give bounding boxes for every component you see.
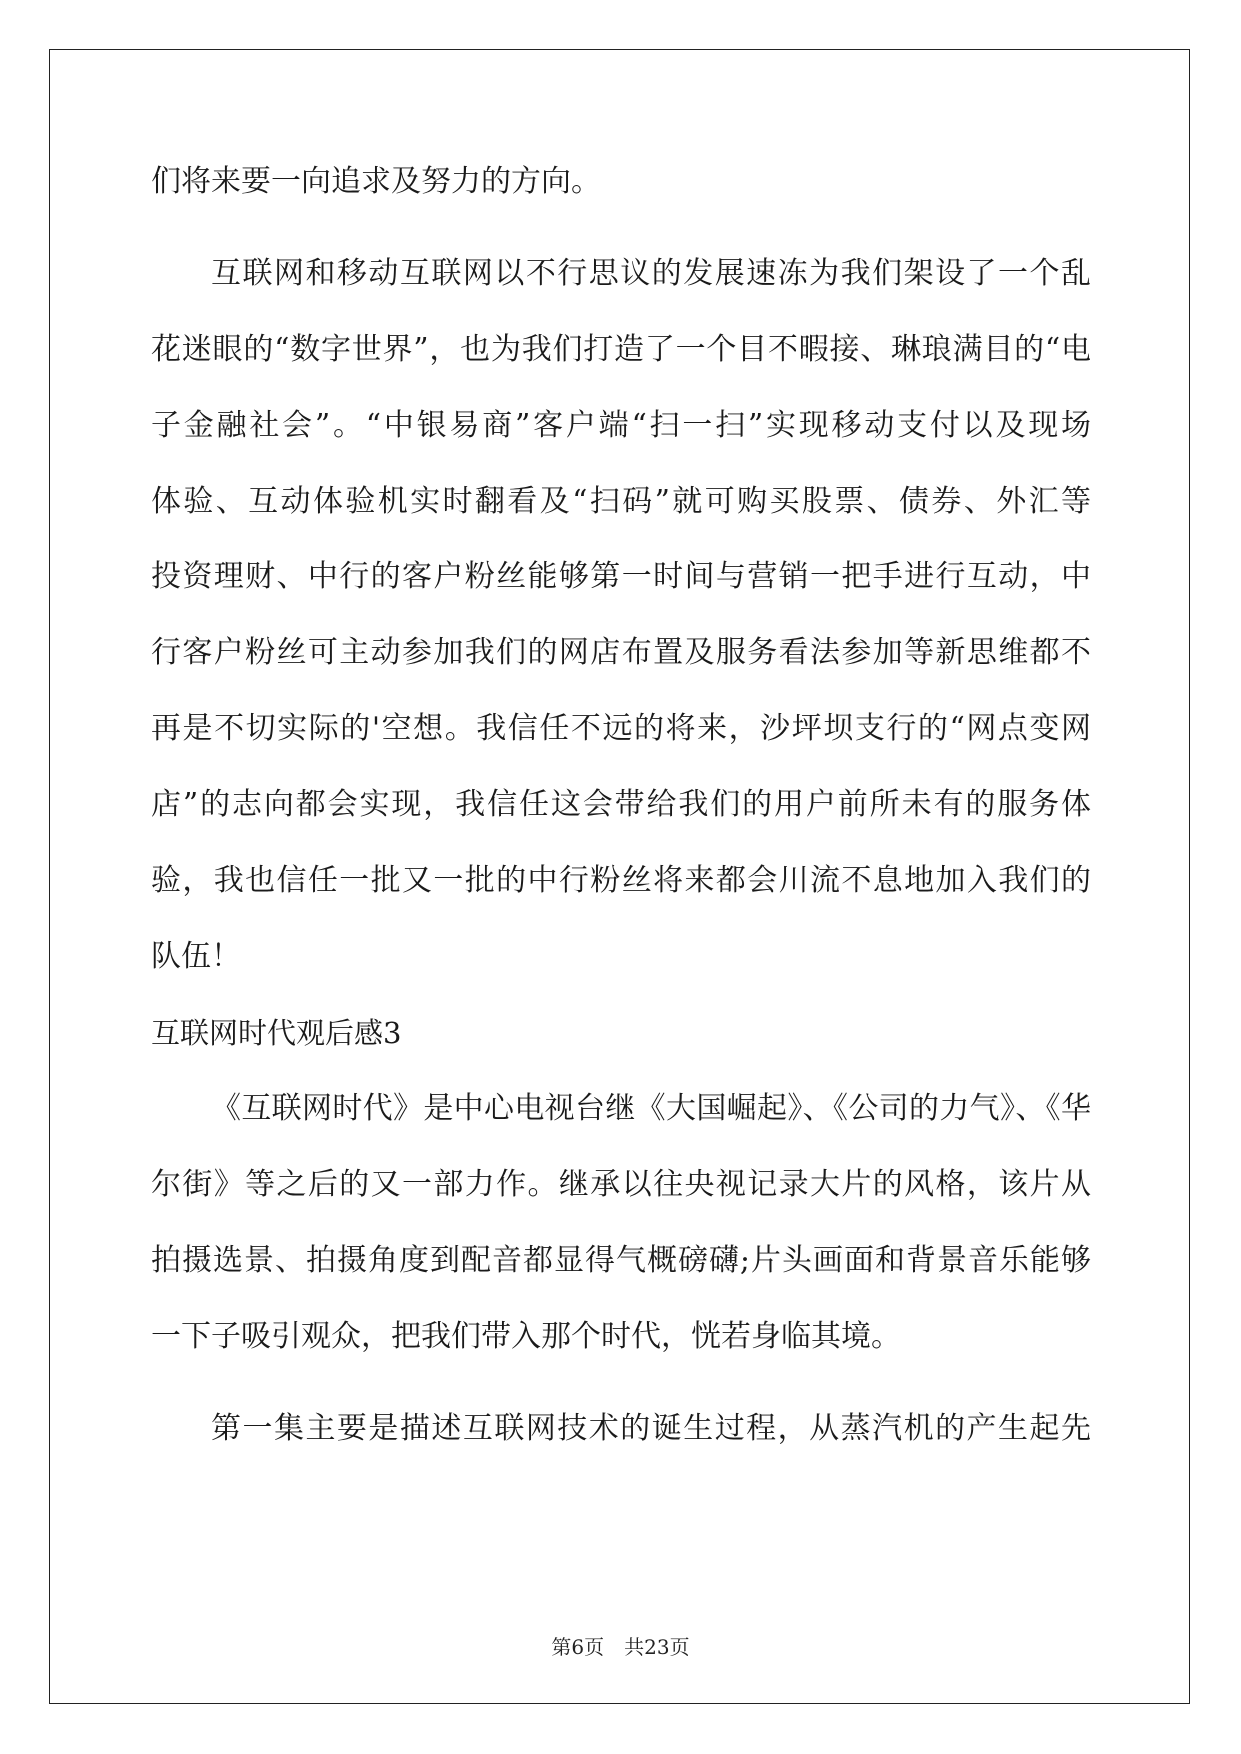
text-line: 第一集主要是描述互联网技术的诞生过程，从蒸汽机的产生起先: [211, 1411, 1091, 1446]
text-line: 一下子吸引观众，把我们带入那个时代，恍若身临其境。: [151, 1319, 901, 1354]
page-number: 第6页 共23页: [551, 1635, 690, 1659]
text-line: 再是不切实际的'空想。我信任不远的将来，沙坪坝支行的“网点变网: [151, 711, 1091, 746]
text-line: 子金融社会”。“中银易商”客户端“扫一扫”实现移动支付以及现场: [151, 408, 1091, 443]
text-line: 互联网和移动互联网以不行思议的发展速冻为我们架设了一个乱: [211, 256, 1091, 291]
text-line: 投资理财、中行的客户粉丝能够第一时间与营销一把手进行互动，中: [151, 559, 1091, 594]
text-line: 店”的志向都会实现，我信任这会带给我们的用户前所未有的服务体: [151, 787, 1091, 822]
text-line: 《互联网时代》是中心电视台继《大国崛起》、《公司的力气》、《华: [211, 1091, 1091, 1126]
text-line: 行客户粉丝可主动参加我们的网店布置及服务看法参加等新思维都不: [151, 635, 1091, 670]
text-line: 尔街》等之后的又一部力作。继承以往央视记录大片的风格，该片从: [151, 1167, 1091, 1202]
text-line: 拍摄选景、拍摄角度到配音都显得气概磅礴;片头画面和背景音乐能够: [151, 1243, 1091, 1278]
text-line: 们将来要一向追求及努力的方向。: [151, 164, 601, 199]
text-line: 验，我也信任一批又一批的中行粉丝将来都会川流不息地加入我们的: [151, 863, 1091, 898]
text-line: 体验、互动体验机实时翻看及“扫码”就可购买股票、债券、外汇等: [151, 484, 1091, 519]
section-heading: 互联网时代观后感3: [151, 1016, 402, 1050]
text-line: 花迷眼的“数字世界”，也为我们打造了一个目不暇接、琳琅满目的“电: [151, 332, 1091, 367]
text-line: 队伍！: [151, 939, 241, 974]
